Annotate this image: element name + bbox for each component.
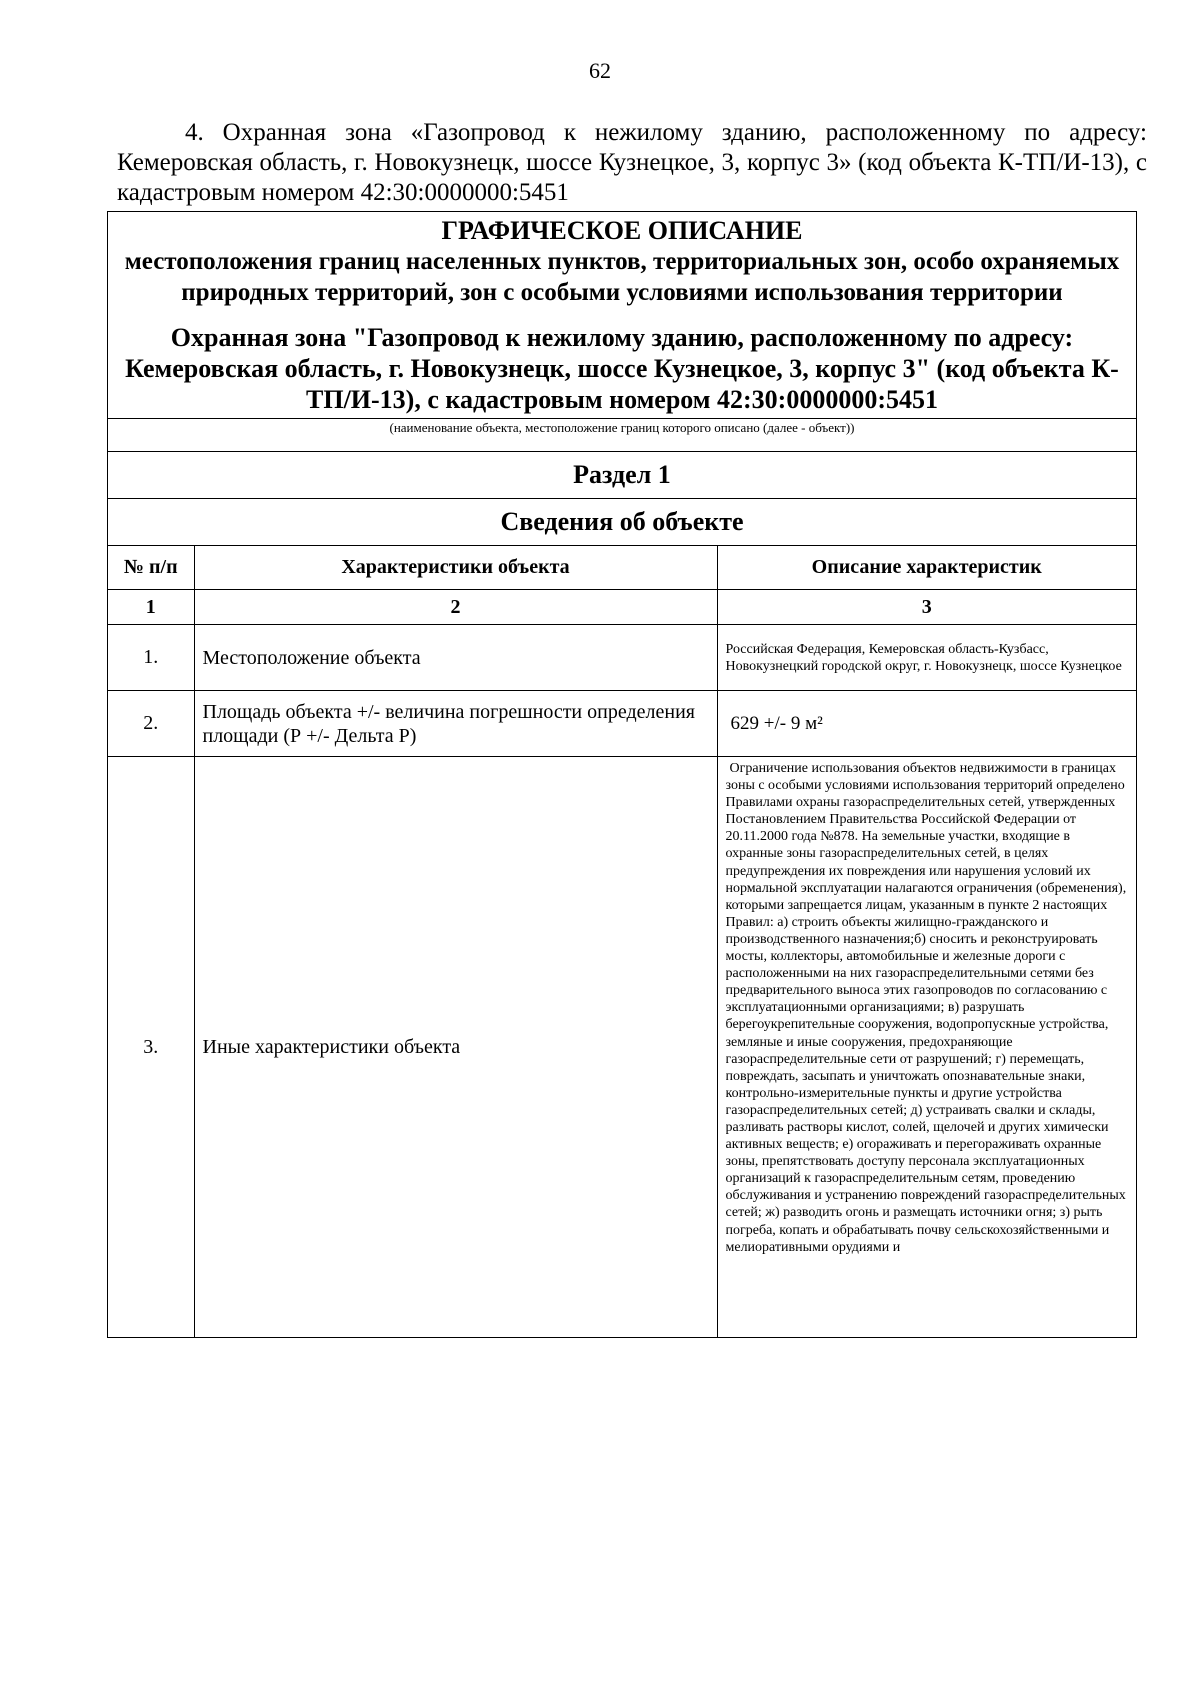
intro-paragraph: 4. Охранная зона «Газопровод к нежилому зданию, расположенному по адресу: Кемеровская область, г. Новокузнецк, шоссе Кузнецкое, 3, корпус 3» (код объекта К-ТП/И-13), с кадастровым номером 42:30:0000000:5451: [117, 119, 1147, 206]
column-number-1: 1: [108, 590, 194, 625]
section-subtitle: Сведения об объекте: [108, 498, 1136, 545]
row-description: 629 +/- 9 м²: [717, 691, 1136, 757]
document-subtitle: местоположения границ населенных пунктов, территориальных зон, особо охраняемых природных территорий, зон с особыми условиями использования территории: [124, 248, 1120, 306]
description-frame: [107, 211, 1137, 1338]
table-row: [108, 691, 1136, 757]
row-number: 1.: [108, 625, 194, 691]
row-characteristic: Площадь объекта +/- величина погрешности определения площади (Р +/- Дельта Р): [194, 691, 717, 757]
object-name: Охранная зона "Газопровод к нежилому зданию, расположенному по адресу: Кемеровская область, г. Новокузнецк, шоссе Кузнецкое, 3, корпус 3" (код объекта К-ТП/И-13), с кадастровым номером 42:30:0000000:5451: [125, 323, 1119, 414]
column-number-2: 2: [194, 590, 717, 625]
document-title: ГРАФИЧЕСКОЕ ОПИСАНИЕ: [441, 216, 803, 245]
page-number: 62: [589, 58, 611, 83]
table-row: [108, 757, 1136, 1338]
table-row: [108, 625, 1136, 691]
header-block: [108, 212, 1136, 418]
table-header-row: [108, 546, 1136, 590]
row-description: Ограничение использования объектов недвижимости в границах зоны с особыми условиями использования территорий определено Правилами охраны газораспределительных сетей, утвержденных Постановлением Правительства Российской Федерации от 20.11.2000 года №878. На земельные участки, входящие в охранные зоны газораспределительных сетей, в целях предупреждения их повреждения или нарушения условий их нормальной эксплуатации налагаются ограничения (обременения), которыми запрещается лицам, указанным в пункте 2 настоящих Правил: а) строить объекты жилищно-гражданского и производственного назначения;б) сносить и реконструировать мосты, коллекторы, автомобильные и железные дороги с расположенными на них газораспределительными сетями без предварительного выноса этих газопроводов по согласованию с эксплуатационными организациями; в) разрушать берегоукрепительные сооружения, водопропускные устройства, земляные и иные сооружения, предохраняющие газораспределительные сети от разрушений; г) перемещать, повреждать, засыпать и уничтожать опознавательные знаки, контрольно-измерительные пункты и другие устройства газораспределительных сетей; д) устраивать свалки и склады, разливать растворы кислот, солей, щелочей и других химически активных веществ; е) огораживать и перегораживать охранные зоны, препятствовать доступу персонала эксплуатационных организаций к газораспределительным сетям, проведению обслуживания и устранению повреждений газораспределительных сетей; ж) разводить огонь и размещать источники огня; з) рыть погреба, копать и обрабатывать почву сельскохозяйственными и мелиоративными орудиями и: [725, 761, 1127, 1255]
row-description-cell: [717, 757, 1136, 1338]
column-number-3: 3: [717, 590, 1136, 625]
header-description: Описание характеристик: [717, 546, 1136, 590]
header-characteristic: Характеристики объекта: [194, 546, 717, 590]
row-characteristic: Иные характеристики объекта: [194, 757, 717, 1338]
object-caption: (наименование объекта, местоположение границ которого описано (далее - объект)): [108, 418, 1136, 451]
header-num: № п/п: [108, 546, 194, 590]
column-number-row: [108, 590, 1136, 625]
row-characteristic: Местоположение объекта: [194, 625, 717, 691]
row-description: Российская Федерация, Кемеровская область-Кузбасс, Новокузнецкий городской округ, г. Новокузнецк, шоссе Кузнецкое: [717, 625, 1136, 691]
object-info-table: [108, 545, 1136, 1337]
section-title: Раздел 1: [108, 451, 1136, 498]
row-number: 3.: [108, 757, 194, 1338]
row-number: 2.: [108, 691, 194, 757]
